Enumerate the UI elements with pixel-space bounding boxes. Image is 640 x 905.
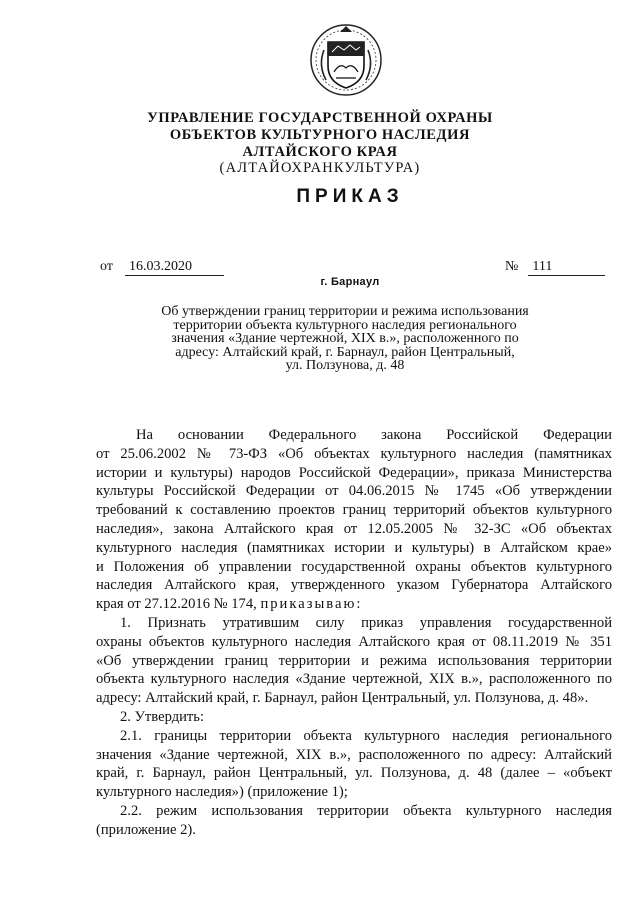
subject-line: Об утверждении границ территории и режима использования — [161, 304, 529, 319]
subject-line: значения «Здание чертежной, XIX в.», расположенного по — [171, 331, 519, 346]
body-line — [96, 595, 612, 614]
document-body — [96, 426, 612, 840]
body-line: наследия», закона Алтайского края от 12.05.2005 № 32-ЗС «Об объектах — [96, 520, 612, 537]
document-title: ПРИКАЗ — [296, 186, 404, 207]
body-line: (приложение 2). — [96, 821, 196, 838]
agency-name-line-1: УПРАВЛЕНИЕ ГОСУДАРСТВЕННОЙ ОХРАНЫ — [147, 110, 493, 126]
body-line: культурного наследия (памятниках истории и культуры) в Алтайском крае» — [96, 539, 612, 556]
city: г. Барнаул — [320, 276, 380, 288]
body-line: истории и культуры) народов Российской Федерации», приказа Министерства — [96, 464, 612, 481]
number-value: 111 — [528, 258, 605, 276]
agency-short-name: (АЛТАЙОХРАНКУЛЬТУРА) — [219, 160, 421, 176]
subject-line: территории объекта культурного наследия регионального — [173, 317, 517, 333]
document-subject — [130, 305, 560, 373]
agency-name-line-2: ОБЪЕКТОВ КУЛЬТУРНОГО НАСЛЕДИЯ — [169, 127, 471, 143]
body-line: культурного наследия») (приложение 1); — [96, 784, 348, 801]
subject-line: ул. Ползунова, д. 48 — [285, 358, 405, 373]
order-keyword: приказываю: — [260, 596, 363, 613]
coat-of-arms-emblem — [306, 20, 386, 100]
body-line: требований к составлению проектов границ территорий объектов культурного — [96, 502, 612, 519]
body-line-prefix: края от 27.12.2016 № 174, — [96, 596, 257, 613]
document-date — [100, 258, 224, 276]
subject-line: адресу: Алтайский край, г. Барнаул, район Центральный, — [175, 344, 515, 360]
body-line: На основании Федерального закона Российской Федерации — [136, 427, 612, 443]
number-label: № — [505, 259, 519, 274]
body-line: охраны объектов культурного наследия Алтайского края от 08.11.2019 № 351 — [96, 633, 612, 650]
body-line: адресу: Алтайский край, г. Барнаул, район Центральный, ул. Ползунова, д. 48». — [96, 690, 589, 707]
body-line: от 25.06.2002 № 73-ФЗ «Об объектах культурного наследия (памятниках — [96, 445, 612, 462]
body-line: культуры Российской Федерации от 04.06.2015 № 1745 «Об утверждении — [96, 483, 612, 500]
body-line: объекта культурного наследия «Здание чертежной, XIX в.», расположенного по — [96, 671, 612, 688]
date-value: 16.03.2020 — [125, 258, 224, 276]
body-line: значения «Здание чертежной, XIX в.», расположенного по адресу: Алтайский — [96, 746, 612, 763]
document-number — [505, 258, 605, 276]
body-line: «Об утверждении границ территории и режима использования территории — [96, 652, 612, 669]
agency-name-line-3: АЛТАЙСКОГО КРАЯ — [242, 144, 398, 160]
body-line: край, г. Барнаул, район Центральный, ул. Ползунова, д. 48 (далее – «объект — [96, 765, 612, 782]
body-line: 2.1. границы территории объекта культурного наследия регионального — [120, 727, 612, 744]
body-line: и Положения об управлении государственной охраны объектов культурного — [96, 558, 612, 575]
body-line: наследия Алтайского края, утвержденного указом Губернатора Алтайского — [96, 577, 612, 594]
body-line: 1. Признать утратившим силу приказ управления государственной — [120, 614, 612, 631]
date-label: от — [100, 259, 113, 274]
body-line: 2.2. режим использования территории объекта культурного наследия — [120, 802, 612, 819]
body-line: 2. Утвердить: — [120, 708, 205, 725]
